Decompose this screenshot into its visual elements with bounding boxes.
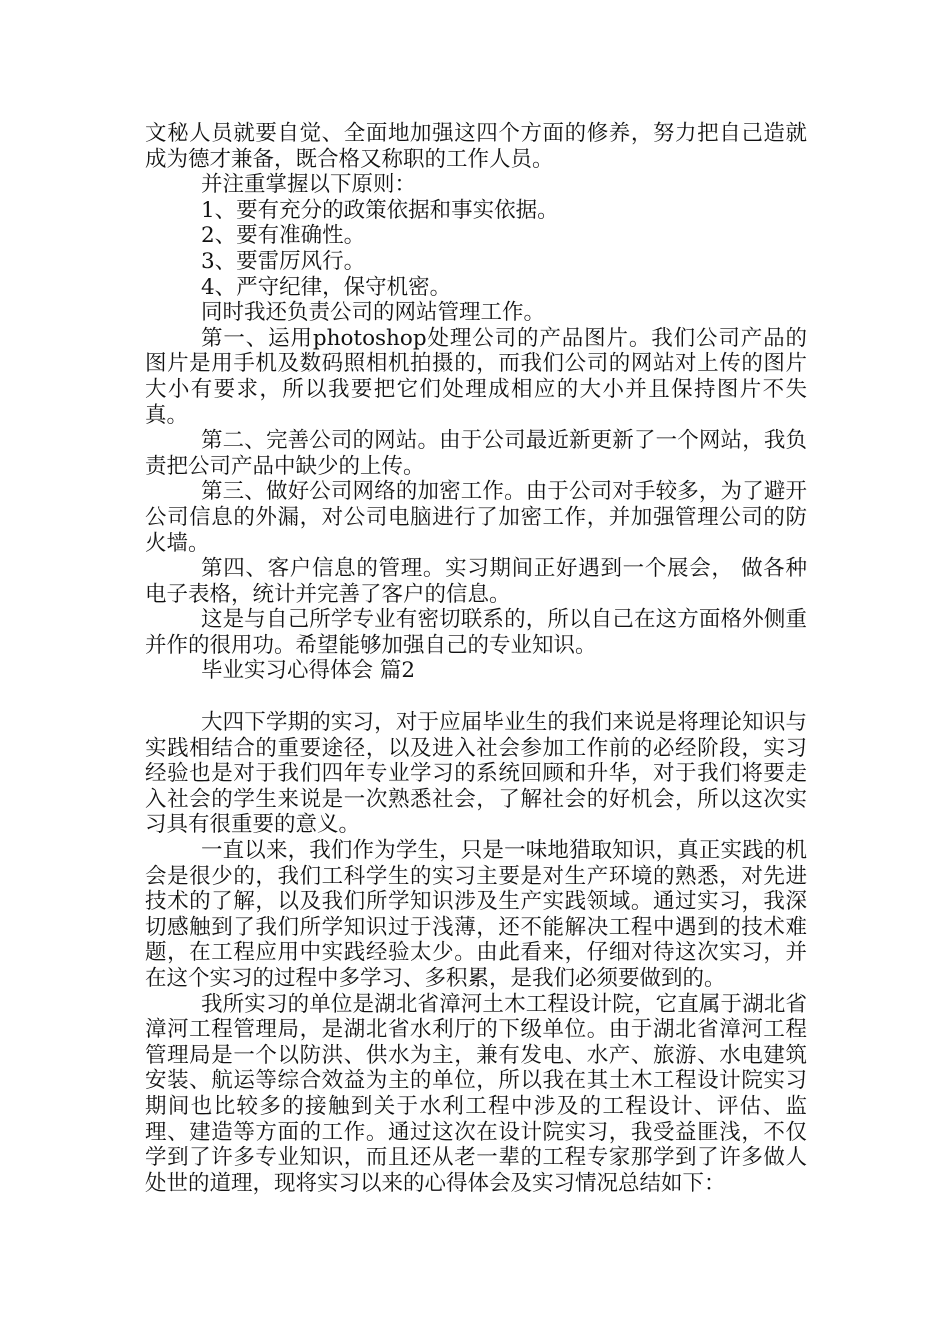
paragraph-internship-significance: 大四下学期的实习，对于应届毕业生的我们来说是将理论知识与实践相结合的重要途径，以及进入社会参加工作前的必经阶段，实习经验也是对于我们四年专业学习的系统回顾和升华，对于我们将要走入社会的学生来说是一次熟悉社会，了解社会的好机会，所以这次实习具有很重要的意义。 [145,710,807,838]
blank-line [145,684,807,710]
paragraph-task-2: 第二、完善公司的网站。由于公司最近新更新了一个网站，我负责把公司产品中缺少的上传。 [145,428,807,479]
paragraph-website-management: 同时我还负责公司的网站管理工作。 [201,300,546,326]
list-item-principle-4: 4、严守纪律，保守机密。 [201,274,452,300]
paragraph-major-relevance: 这是与自己所学专业有密切联系的，所以自己在这方面格外侧重并作的很用功。希望能够加强自己的专业知识。 [145,607,807,658]
paragraph-task-1: 第一、运用photoshop处理公司的产品图片。我们公司产品的图片是用手机及数码照相机拍摄的，而我们公司的网站对上传的图片大小有要求，所以我要把它们处理成相应的大小并且保持图片不失真。 [145,325,807,428]
list-item-principle-3: 3、要雷厉风行。 [201,248,366,274]
paragraph-cultivation: 文秘人员就要自觉、全面地加强这四个方面的修养，努力把自己造就成为德才兼备，既合格又称职的工作人员。 [145,121,807,172]
document-page [145,121,807,1196]
section-heading: 毕业实习心得体会 篇2 [201,658,416,684]
paragraph-student-practice: 一直以来，我们作为学生，只是一味地猎取知识，真正实践的机会是很少的，我们工科学生的实习主要是对生产环境的熟悉，对先进技术的了解，以及我们所学知识涉及生产实践领域。通过实习，我深切感触到了我们所学知识过于浅薄，还不能解决工程中遇到的技术难题，在工程应用中实践经验太少。由此看来，仔细对待这次实习，并在这个实习的过程中多学习、多积累，是我们必须要做到的。 [145,838,807,991]
paragraph-internship-unit: 我所实习的单位是湖北省漳河土木工程设计院，它直属于湖北省漳河工程管理局，是湖北省水利厅的下级单位。由于湖北省漳河工程管理局是一个以防洪、供水为主，兼有发电、水产、旅游、水电建筑安装、航运等综合效益为主的单位，所以我在其土木工程设计院实习期间也比较多的接触到关于水利工程中涉及的工程设计、评估、监理、建造等方面的工作。通过这次在设计院实习，我受益匪浅，不仅学到了许多专业知识，而且还从老一辈的工程专家那学到了许多做人处世的道理，现将实习以来的心得体会及实习情况总结如下： [145,991,807,1196]
paragraph-task-3: 第三、做好公司网络的加密工作。由于公司对手较多，为了避开公司信息的外漏，对公司电脑进行了加密工作，并加强管理公司的防火墙。 [145,479,807,556]
list-item-principle-1: 1、要有充分的政策依据和事实依据。 [201,197,559,223]
paragraph-task-4: 第四、客户信息的管理。实习期间正好遇到一个展会， 做各种电子表格，统计并完善了客户的信息。 [145,556,807,607]
list-item-principle-2: 2、要有准确性。 [201,223,366,249]
paragraph-principles-intro: 并注重掌握以下原则： [201,172,417,198]
